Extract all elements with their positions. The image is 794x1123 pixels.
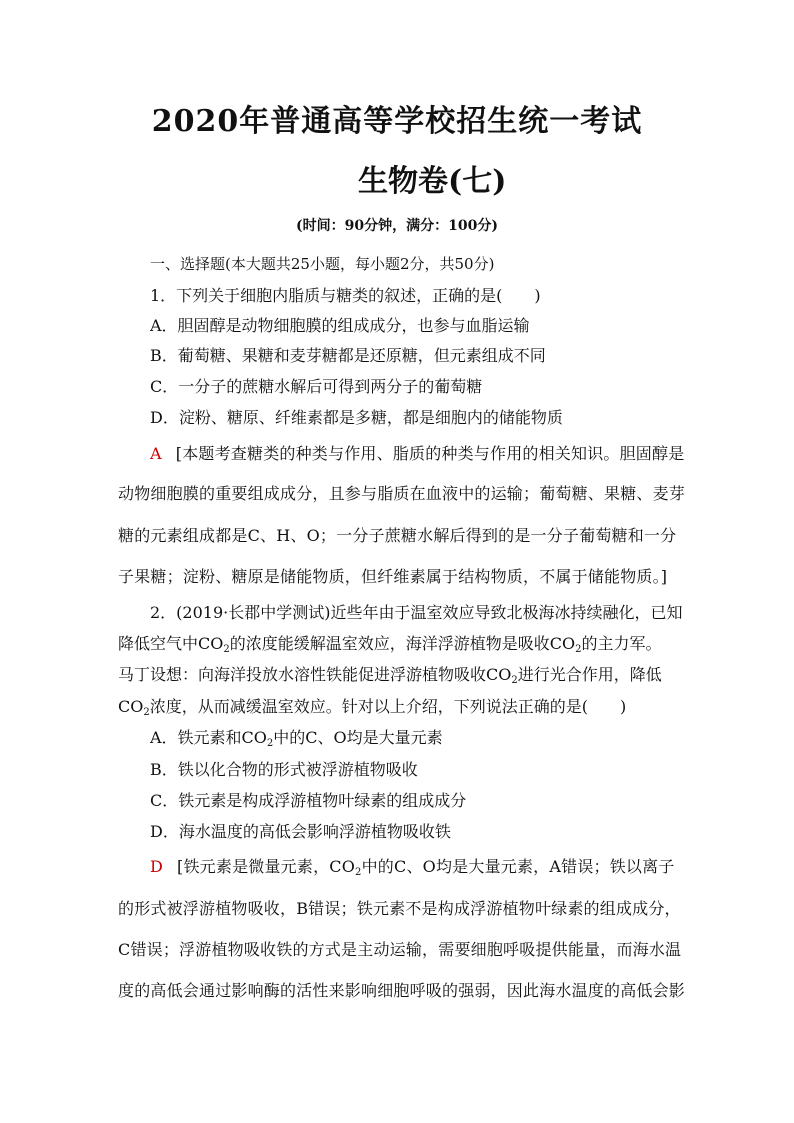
- q2-option-c: C．铁元素是构成浮游植物叶绿素的组成成分: [150, 791, 467, 810]
- q2-answer-letter: D: [150, 857, 164, 876]
- exam-title: 2020年普通高等学校招生统一考试: [151, 104, 643, 139]
- q2-stem-2b: 的浓度能缓解温室效应，海洋浮游植物是吸收CO: [229, 634, 576, 653]
- q2-option-b: B．铁以化合物的形式被浮游植物吸收: [150, 760, 418, 779]
- q2-sub: 2: [511, 675, 518, 686]
- q1-option-d: D．淀粉、糖原、纤维素都是多糖，都是细胞内的储能物质: [150, 408, 563, 427]
- q2-stem-line-1: 2．(2019·长郡中学测试)近些年由于温室效应导致北极海冰持续融化，已知: [150, 603, 683, 622]
- exam-meta: (时间：90分钟，满分：100分): [296, 218, 498, 234]
- q2-stem-3b: 进行光合作用，降低: [517, 665, 662, 684]
- q2-stem-4b: 浓度，从而减缓温室效应。针对以上介绍，下列说法正确的是( ): [149, 697, 627, 716]
- q1-option-a: A．胆固醇是动物细胞膜的组成成分，也参与血脂运输: [150, 316, 530, 335]
- q2-sub: 2: [223, 644, 230, 655]
- q1-stem: 1．下列关于细胞内脂质与糖类的叙述，正确的是( ): [150, 286, 541, 305]
- q2-explanation-line-4: 度的高低会通过影响酶的活性来影响细胞呼吸的强弱，因此海水温度的高低会影: [118, 981, 686, 1000]
- q2-explanation-line-3: C错误；浮游植物吸收铁的方式是主动运输，需要细胞呼吸提供能量，而海水温: [118, 940, 682, 959]
- q2-option-a-2: 中的C、O均是大量元素: [273, 728, 443, 747]
- q2-exp-1b: 中的C、O均是大量元素，A错误；铁以离子: [361, 857, 675, 876]
- q2-option-a: [150, 728, 443, 748]
- q2-sub: 2: [575, 644, 582, 655]
- q1-explanation-line-1: [150, 444, 684, 464]
- q2-exp-1a: [铁元素是微量元素，CO: [177, 857, 356, 876]
- q1-explanation-text-1: [本题考查糖类的种类与作用、脂质的种类与作用的相关知识。胆固醇是: [175, 444, 685, 463]
- q2-explanation-line-1: [150, 857, 675, 877]
- q1-explanation-line-3: 糖的元素组成都是C、H、O；一分子蔗糖水解后得到的是一分子葡萄糖和一分: [118, 526, 677, 545]
- exam-subtitle: 生物卷(七): [358, 164, 507, 199]
- section-heading: 一、选择题(本大题共25小题，每小题2分，共50分): [150, 255, 495, 273]
- q1-option-c: C．一分子的蔗糖水解后可得到两分子的葡萄糖: [150, 377, 483, 396]
- q2-stem-2a: 降低空气中CO: [118, 634, 224, 653]
- q2-stem-3a: 马丁设想：向海洋投放水溶性铁能促进浮游植物吸收CO: [118, 665, 512, 684]
- q2-stem-2c: 的主力军。: [581, 634, 662, 653]
- q2-sub: 2: [355, 867, 362, 878]
- q1-explanation-line-4: 子果糖；淀粉、糖原是储能物质，但纤维素属于结构物质，不属于储能物质。]: [118, 567, 668, 586]
- q2-option-a-1: A．铁元素和CO: [150, 728, 267, 747]
- q2-sub: 2: [266, 738, 274, 749]
- q2-stem-line-4: [118, 697, 626, 717]
- q1-option-b: B．葡萄糖、果糖和麦芽糖都是还原糖，但元素组成不同: [150, 346, 546, 365]
- q2-stem-line-3: [118, 665, 662, 685]
- q1-explanation-line-2: 动物细胞膜的重要组成成分，且参与脂质在血液中的运输；葡萄糖、果糖、麦芽: [118, 484, 686, 503]
- q2-option-d: D．海水温度的高低会影响浮游植物吸收铁: [150, 822, 451, 841]
- q2-stem-line-2: [118, 634, 662, 654]
- q1-answer-letter: A: [150, 444, 162, 463]
- q2-explanation-line-2: 的形式被浮游植物吸收，B错误；铁元素不是构成浮游植物叶绿素的组成成分，: [118, 899, 681, 918]
- q2-sub: 2: [143, 707, 150, 718]
- q2-stem-4a: CO: [118, 697, 144, 716]
